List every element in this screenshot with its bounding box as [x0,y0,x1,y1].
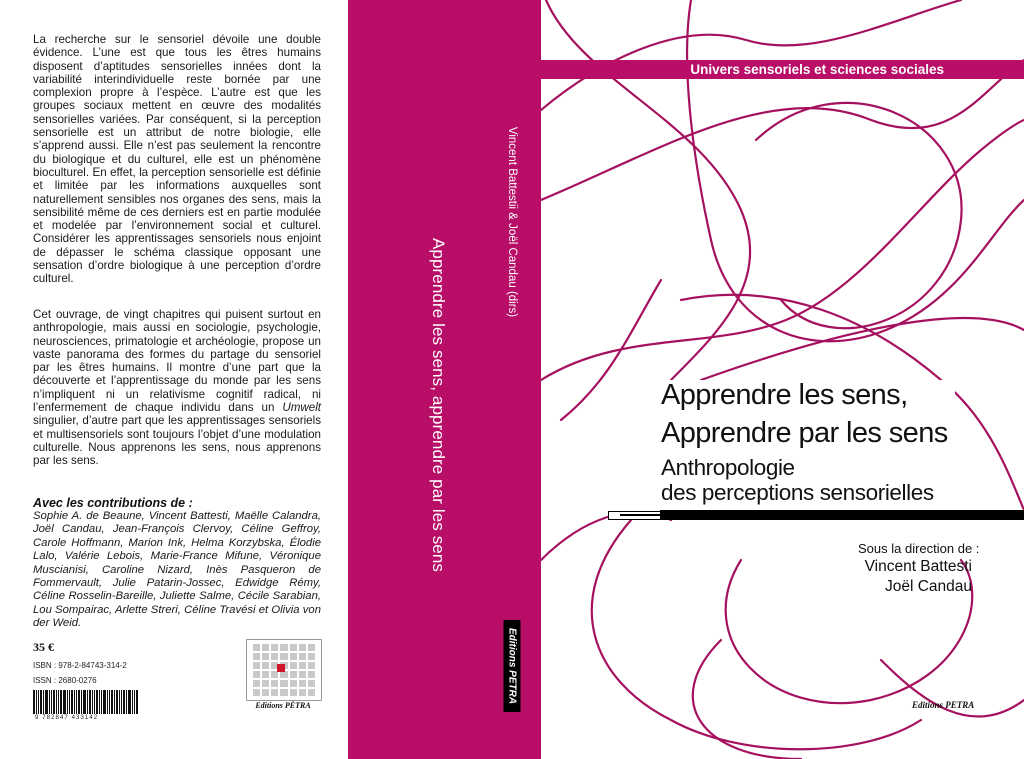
logo-cell [299,680,306,687]
barcode-digits: 9 782847 433142 [35,715,99,721]
logo-cell [262,644,269,651]
barcode-bar [132,690,133,714]
barcode-bar [109,690,110,714]
logo-cell [253,662,260,669]
book-subtitle-line-2: des perceptions sensorielles [661,480,934,505]
barcode-bar [78,690,80,714]
barcode-bar [89,690,91,714]
logo-cell [253,680,260,687]
barcode-bar [103,690,106,714]
barcode-bar [76,690,77,714]
barcode-bar [81,690,82,714]
barcode-bar [83,690,86,714]
logo-cell [299,671,306,678]
barcode-bar [87,690,88,714]
logo-cell [308,662,315,669]
logo-cell [280,689,287,696]
logo-cell [308,644,315,651]
isbn: ISBN : 978-2-84743-314-2 [33,661,127,670]
logo-cell [290,689,297,696]
barcode-bar [107,690,108,714]
price: 35 € [33,640,54,654]
logo-cell [262,653,269,660]
series-label: Univers sensoriels et sciences sociales [690,62,944,77]
logo-cell [280,644,287,651]
barcode-bar [33,690,35,714]
logo-cell [253,644,260,651]
barcode-bar [136,690,138,714]
barcode [33,690,143,714]
barcode-bar [56,690,57,714]
barcode-bar [53,690,55,714]
book-subtitle-line-1: Anthropologie [661,455,795,480]
issn: ISSN : 2680-0276 [33,676,97,685]
barcode-bar [58,690,59,714]
spine-title: Apprendre les sens, apprendre par les sens [429,237,448,573]
logo-cell [290,644,297,651]
editor-name-2: Joël Candau [884,578,972,595]
logo-cell [299,644,306,651]
logo-cell [299,662,306,669]
logo-cell [308,680,315,687]
logo-cell [290,671,297,678]
spine-publisher: Editions PETRA [504,620,521,712]
logo-cell [271,680,278,687]
logo-cell [308,653,315,660]
back-cover-paragraph-1: La recherche sur le sensoriel dévoile une double évidence. L’une est que tous les êtres humains disposent d’aptitudes sensorielles innées dont la variabilité interindividuelle reste bornée par une complexion propre à l’espèce. L’autre est que les groupes sociaux mettent en œuvre des modalités sensorielles variées. Par conséquent, si la perception sensorielle est un attribut de notre biologie, elle s’apprend aussi. Elle n’est pas seulement la rencontre du biologique et du culturel, elle est un phénomène bioculturel. En effet, la perception sensorielle est définie et limitée par les informations auxquelles sont naturellement sensibles nos organes des sens, mais la sensibilité même de ces derniers est en partie modulée et modelée par l’environnement social et culturel. Considérer les apprentissages sensoriels nous enjoint de dépasser le schéma classique opposant une sensation d’ordre biologique à une perception d’ordre culturel. [33,33,321,286]
barcode-bar [38,690,39,714]
publisher-logo-label: Editions PÉTRA [255,701,311,710]
logo-cell [290,653,297,660]
logo-cell [253,689,260,696]
logo-cell [280,680,287,687]
logo-cell [299,653,306,660]
direction-label: Sous la direction de : [858,541,980,556]
barcode-bar [111,690,113,714]
barcode-bar [94,690,95,714]
logo-cell [280,671,287,678]
logo-cell [262,671,269,678]
editor-name-1: Vincent Battesti [864,558,972,575]
barcode-bar [126,690,127,714]
barcode-bar [40,690,42,714]
logo-cell [271,671,278,678]
logo-cell [308,689,315,696]
spine-authors: Vincent Battestii & Joël Candau (dirs) [506,126,518,318]
barcode-bar [92,690,93,714]
barcode-bar [49,690,50,714]
barcode-bar [71,690,73,714]
barcode-bar [43,690,44,714]
barcode-bar [96,690,98,714]
logo-cell [262,689,269,696]
publisher-logo-icon [246,639,322,701]
barcode-bar [114,690,115,714]
barcode-bar [67,690,68,714]
contributors-list: Sophie A. de Beaune, Vincent Battesti, Maëlle Calandra, Joël Candau, Jean-François Clervoy, Céline Geffroy, Carole Hoffmann, Marion Ink, Helma Korzybska, Élodie Lalo, Valérie Lebois, Marie-France Mifune, Véronique Muscianisi, Caroline Nizard, Inès Pasqueron de Fommervault, Julie Patarin-Jossec, Edwidge Rémy, Céline Rosselin-Bareille, Juliette Salme, Cécile Sarabian, Lou Sompairac, Arlette Streri, Céline Travési et Olivia von der Weid. [33,510,321,630]
back-cover-paragraph-2: Cet ouvrage, de vingt chapitres qui puisent surtout en anthropologie, mais aussi en sociologie, psychologie, neurosciences, primatologie et archéologie, propose un vaste panorama des formes du partage du sensoriel par les êtres humains. Il montre d’une part que la découverte et l’apprentissage du monde par les sens n’impliquent ni un relativisme cognitif radical, ni l’enfermement de chaque individu dans un Umwelt singulier, d’autre part que les apprentissages sensoriels et multisensoriels sont toujours l’objet d’une modulation culturelle. Nous apprenons les sens, nous apprenons par les sens. [33,308,321,468]
barcode-bar [121,690,122,714]
barcode-bar [36,690,37,714]
barcode-bar [60,690,62,714]
logo-cell [290,662,297,669]
barcode-bar [74,690,75,714]
barcode-bar [119,690,120,714]
barcode-bar [99,690,100,714]
barcode-bar [63,690,66,714]
logo-cell [262,680,269,687]
title-rule-thin [620,514,950,516]
barcode-bar [128,690,131,714]
barcode-bar [116,690,118,714]
logo-cell [290,680,297,687]
barcode-bar [69,690,70,714]
logo-cell [271,653,278,660]
book-title-line-2: Apprendre par les sens [661,417,948,449]
barcode-bar [45,690,48,714]
barcode-bar [101,690,102,714]
logo-cell [271,644,278,651]
contributions-heading: Avec les contributions de : [33,496,193,510]
logo-cell [253,671,260,678]
barcode-bar [51,690,52,714]
logo-cell [299,689,306,696]
logo-cell [253,653,260,660]
book-title-line-1: Apprendre les sens, [661,379,908,411]
logo-cell [280,653,287,660]
logo-cell [308,671,315,678]
logo-cell [271,689,278,696]
barcode-bar [134,690,135,714]
logo-cell [262,662,269,669]
barcode-bar [123,690,125,714]
front-publisher: Editions PETRA [912,700,975,710]
